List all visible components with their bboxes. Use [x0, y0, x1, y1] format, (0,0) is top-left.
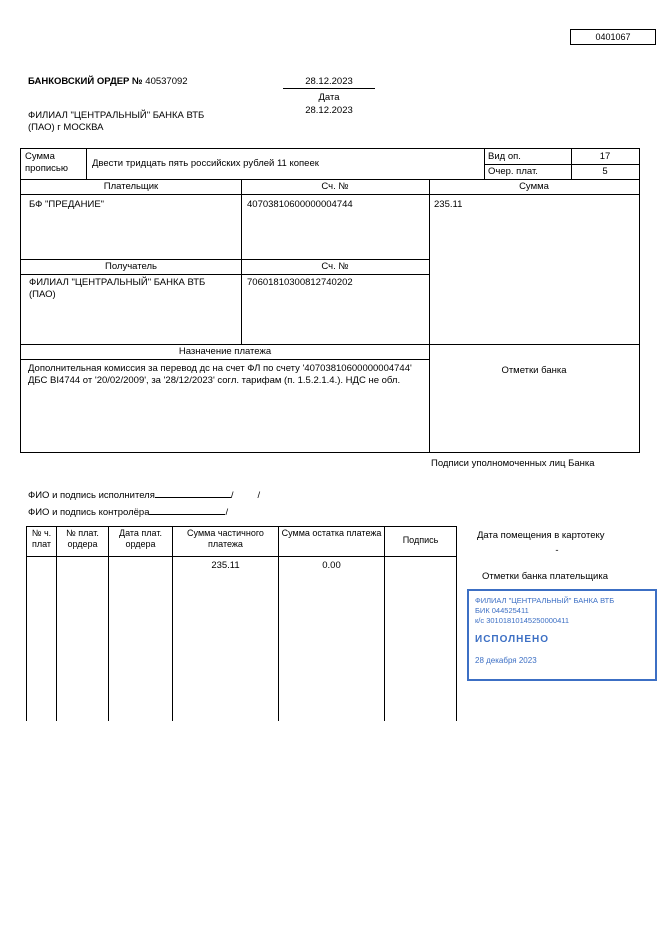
recipient-name: [29, 277, 234, 301]
stamp-bik: БИК 044525411: [475, 606, 529, 615]
bank-name-line1: ФИЛИАЛ "ЦЕНТРАЛЬНЫЙ" БАНКА ВТБ: [28, 110, 205, 121]
amount-words-label-line1: Сумма: [25, 151, 55, 162]
document-title: [28, 76, 188, 87]
grid-line: [21, 344, 639, 345]
col-header-signature: Подпись: [402, 535, 439, 545]
title-label: БАНКОВСКИЙ ОРДЕР №: [28, 76, 143, 87]
bank-marks-label: Отметки банка: [501, 365, 567, 376]
grid-line: [456, 526, 457, 721]
payer-account-header: Сч. №: [321, 181, 349, 192]
bank-name-line2: (ПАО) г МОСКВА: [28, 122, 104, 133]
grid-line: [384, 526, 385, 721]
col-header-partial-amount: Сумма частичного платежа: [187, 528, 264, 549]
form-code: 0401067: [595, 32, 631, 42]
controller-label: ФИО и подпись контролёра: [28, 507, 150, 518]
date-label: Дата: [318, 92, 340, 103]
col-header-order-number: № плат. ордера: [66, 528, 99, 549]
grid-line: [429, 179, 430, 452]
recipient-account: 70601810300812740202: [247, 277, 353, 288]
payer-bank-marks-label: Отметки банка плательщика: [482, 571, 608, 582]
grid-line: [86, 149, 87, 179]
operation-type-value: 17: [599, 151, 611, 162]
grid-line: [26, 526, 456, 527]
executor-signature-line: [28, 487, 260, 501]
card-index-label: Дата помещения в картотеку: [477, 530, 605, 541]
stamp-status: ИСПОЛНЕНО: [475, 634, 550, 645]
grid-line: [21, 194, 639, 195]
signature-blank: [155, 487, 231, 498]
operation-type-label: Вид оп.: [488, 151, 521, 162]
amount-words-label: [25, 151, 68, 175]
purpose-text: Дополнительная комиссия за перевод дс на счет ФЛ по счету '40703810600000004744' ДБС BI4744 от '20/02/2009', за '28/12/2023' согл. тарифам (п. 1.5.2.1.4.). НДС не обл.: [28, 363, 412, 386]
order-date-value-2: 28.12.2023: [305, 105, 353, 116]
slash: /: [257, 490, 261, 501]
grid-line: [278, 526, 279, 721]
grid-line: [484, 164, 639, 165]
main-table: [20, 148, 640, 453]
col-header-remainder-amount: Сумма остатка платежа: [281, 528, 382, 538]
slash: /: [230, 490, 234, 501]
signature-blank: [149, 504, 225, 515]
slash: /: [225, 507, 229, 518]
stamp-bank-name: ФИЛИАЛ "ЦЕНТРАЛЬНЫЙ" БАНКА ВТБ: [475, 596, 615, 605]
executor-label: ФИО и подпись исполнителя: [28, 490, 155, 501]
col-header-order-date: Дата плат. ордера: [119, 528, 162, 549]
grid-line: [56, 526, 57, 721]
payer-name: БФ "ПРЕДАНИЕ": [29, 199, 105, 210]
recipient-account-header: Сч. №: [321, 261, 349, 272]
bank-signatures-label: Подписи уполномоченных лиц Банка: [431, 458, 595, 469]
recipient-header: Получатель: [105, 261, 157, 272]
recipient-name-line1: ФИЛИАЛ "ЦЕНТРАЛЬНЫЙ" БАНКА ВТБ: [29, 277, 206, 288]
grid-line: [21, 274, 429, 275]
grid-line: [21, 259, 429, 260]
partial-amount-value: 235.11: [211, 560, 240, 571]
amount-words-label-line2: прописью: [25, 163, 68, 174]
stamp-date: 28 декабря 2023: [475, 656, 537, 665]
grid-line: [21, 359, 429, 360]
amount-header: Сумма: [519, 181, 549, 192]
order-number: 40537092: [145, 76, 188, 87]
amount-in-words: Двести тридцать пять российских рублей 11 копеек: [92, 158, 319, 169]
grid-line: [172, 526, 173, 721]
grid-line: [108, 526, 109, 721]
grid-line: [21, 179, 639, 180]
bank-execution-stamp: [467, 589, 657, 681]
order-date-value: 28.12.2023: [283, 76, 375, 89]
payer-account: 40703810600000004744: [247, 199, 353, 210]
col-header-part-number: № ч. плат: [31, 528, 52, 549]
bank-name: [28, 110, 204, 134]
purpose-header: Назначение платежа: [178, 346, 272, 357]
remainder-amount-value: 0.00: [322, 560, 341, 571]
payer-header: Плательщик: [103, 181, 159, 192]
partial-payments-table: [26, 526, 456, 721]
card-index-value: -: [555, 545, 559, 556]
controller-signature-line: [28, 504, 228, 518]
payment-priority-value: 5: [602, 166, 608, 177]
stamp-corr-account: к/с 30101810145250000411: [475, 616, 570, 625]
form-code-box: [570, 29, 656, 45]
grid-line: [26, 526, 27, 721]
recipient-name-line2: (ПАО): [29, 289, 56, 300]
amount-value: 235.11: [434, 199, 463, 210]
payment-priority-label: Очер. плат.: [488, 166, 538, 177]
grid-line: [26, 556, 456, 557]
